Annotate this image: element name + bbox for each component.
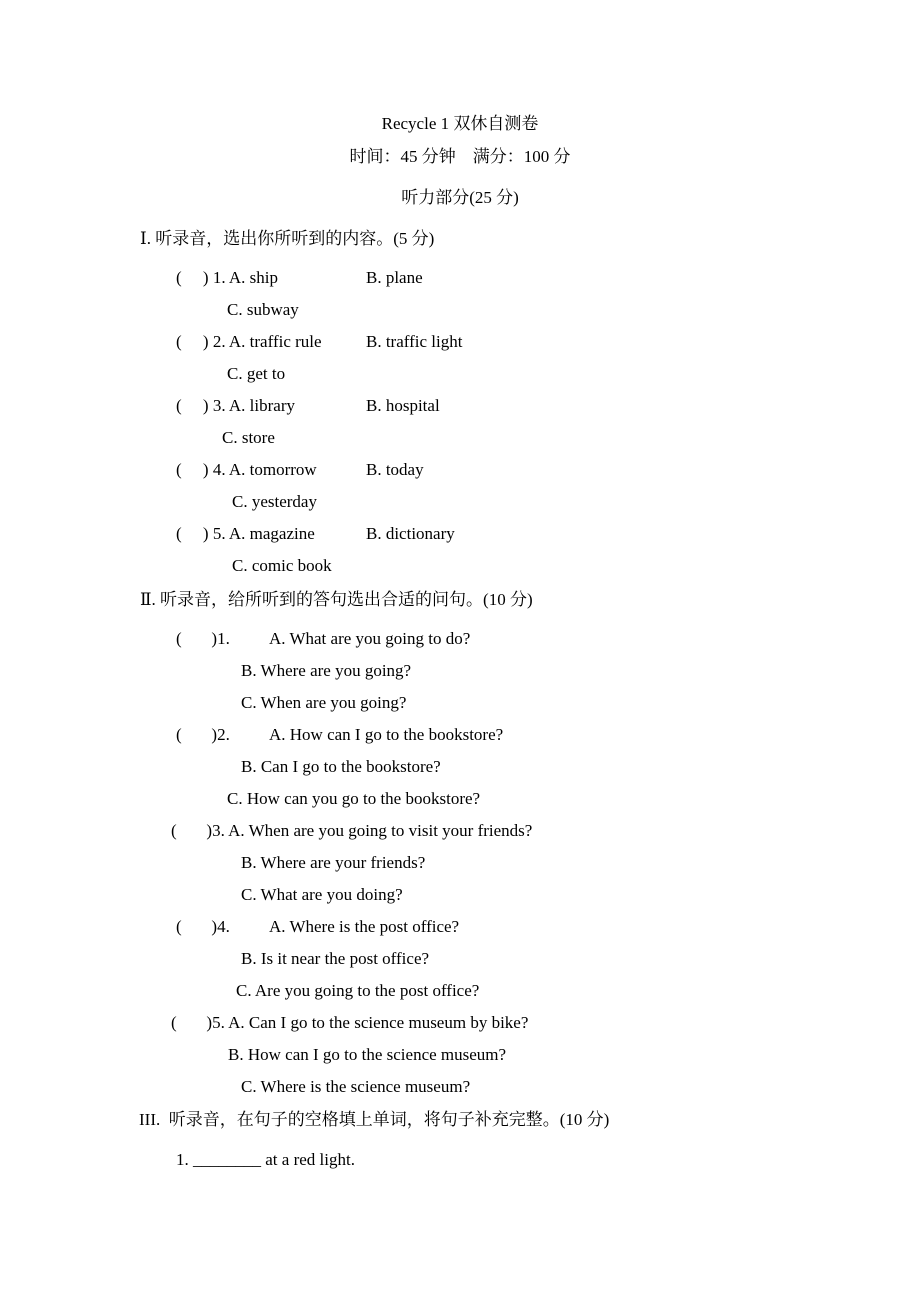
p2-q5-option-c: C. Where is the science museum? bbox=[241, 1077, 471, 1096]
p2-q2-number: ( )2. bbox=[176, 725, 230, 744]
p1-q1-option-c: C. subway bbox=[227, 300, 299, 319]
part2-heading: Ⅱ. 听录音，给所听到的答句选出合适的问句。(10 分) bbox=[140, 590, 533, 609]
p2-q5-option-a: ( )5. A. Can I go to the science museum by bike? bbox=[171, 1013, 529, 1032]
p2-q3-option-b: B. Where are your friends? bbox=[241, 853, 426, 872]
p2-q1-option-c: C. When are you going? bbox=[241, 693, 407, 712]
p1-q5-option-c: C. comic book bbox=[232, 556, 332, 575]
p2-q4-option-b: B. Is it near the post office? bbox=[241, 949, 430, 968]
p2-q2-option-c: C. How can you go to the bookstore? bbox=[227, 789, 481, 808]
p2-q4-option-c: C. Are you going to the post office? bbox=[236, 981, 480, 1000]
p2-q4-number: ( )4. bbox=[176, 917, 230, 936]
p2-q3-option-a: ( )3. A. When are you going to visit your friends? bbox=[171, 821, 533, 840]
p1-q1-option-b: B. plane bbox=[366, 268, 423, 287]
p2-q2-option-b: B. Can I go to the bookstore? bbox=[241, 757, 441, 776]
p1-q5-option-b: B. dictionary bbox=[366, 524, 455, 543]
p2-q3-option-c: C. What are you doing? bbox=[241, 885, 403, 904]
p1-q5-option-a: ( ) 5. A. magazine bbox=[176, 524, 315, 543]
part3-heading: III. 听录音，在句子的空格填上单词，将句子补充完整。(10 分) bbox=[139, 1110, 610, 1129]
p1-q3-option-b: B. hospital bbox=[366, 396, 440, 415]
p3-q1-sentence: 1. ________ at a red light. bbox=[176, 1150, 355, 1169]
page-title: Recycle 1 双休自测卷 bbox=[381, 114, 539, 133]
p2-q1-option-a: A. What are you going to do? bbox=[269, 629, 471, 648]
time-and-score: 时间：45 分钟 满分：100 分 bbox=[349, 147, 571, 166]
p1-q3-option-a: ( ) 3. A. library bbox=[176, 396, 295, 415]
p1-q4-option-a: ( ) 4. A. tomorrow bbox=[176, 460, 317, 479]
p1-q2-option-a: ( ) 2. A. traffic rule bbox=[176, 332, 322, 351]
p1-q2-option-b: B. traffic light bbox=[366, 332, 463, 351]
part1-heading: Ⅰ. 听录音，选出你所听到的内容。(5 分) bbox=[140, 229, 435, 248]
p1-q1-option-a: ( ) 1. A. ship bbox=[176, 268, 278, 287]
p1-q4-option-c: C. yesterday bbox=[232, 492, 317, 511]
p1-q3-option-c: C. store bbox=[222, 428, 275, 447]
p2-q1-option-b: B. Where are you going? bbox=[241, 661, 412, 680]
p2-q2-option-a: A. How can I go to the bookstore? bbox=[269, 725, 504, 744]
p1-q2-option-c: C. get to bbox=[227, 364, 286, 383]
p2-q4-option-a: A. Where is the post office? bbox=[269, 917, 460, 936]
p2-q5-option-b: B. How can I go to the science museum? bbox=[228, 1045, 507, 1064]
section-title: 听力部分(25 分) bbox=[401, 188, 519, 207]
p2-q1-number: ( )1. bbox=[176, 629, 230, 648]
p1-q4-option-b: B. today bbox=[366, 460, 424, 479]
